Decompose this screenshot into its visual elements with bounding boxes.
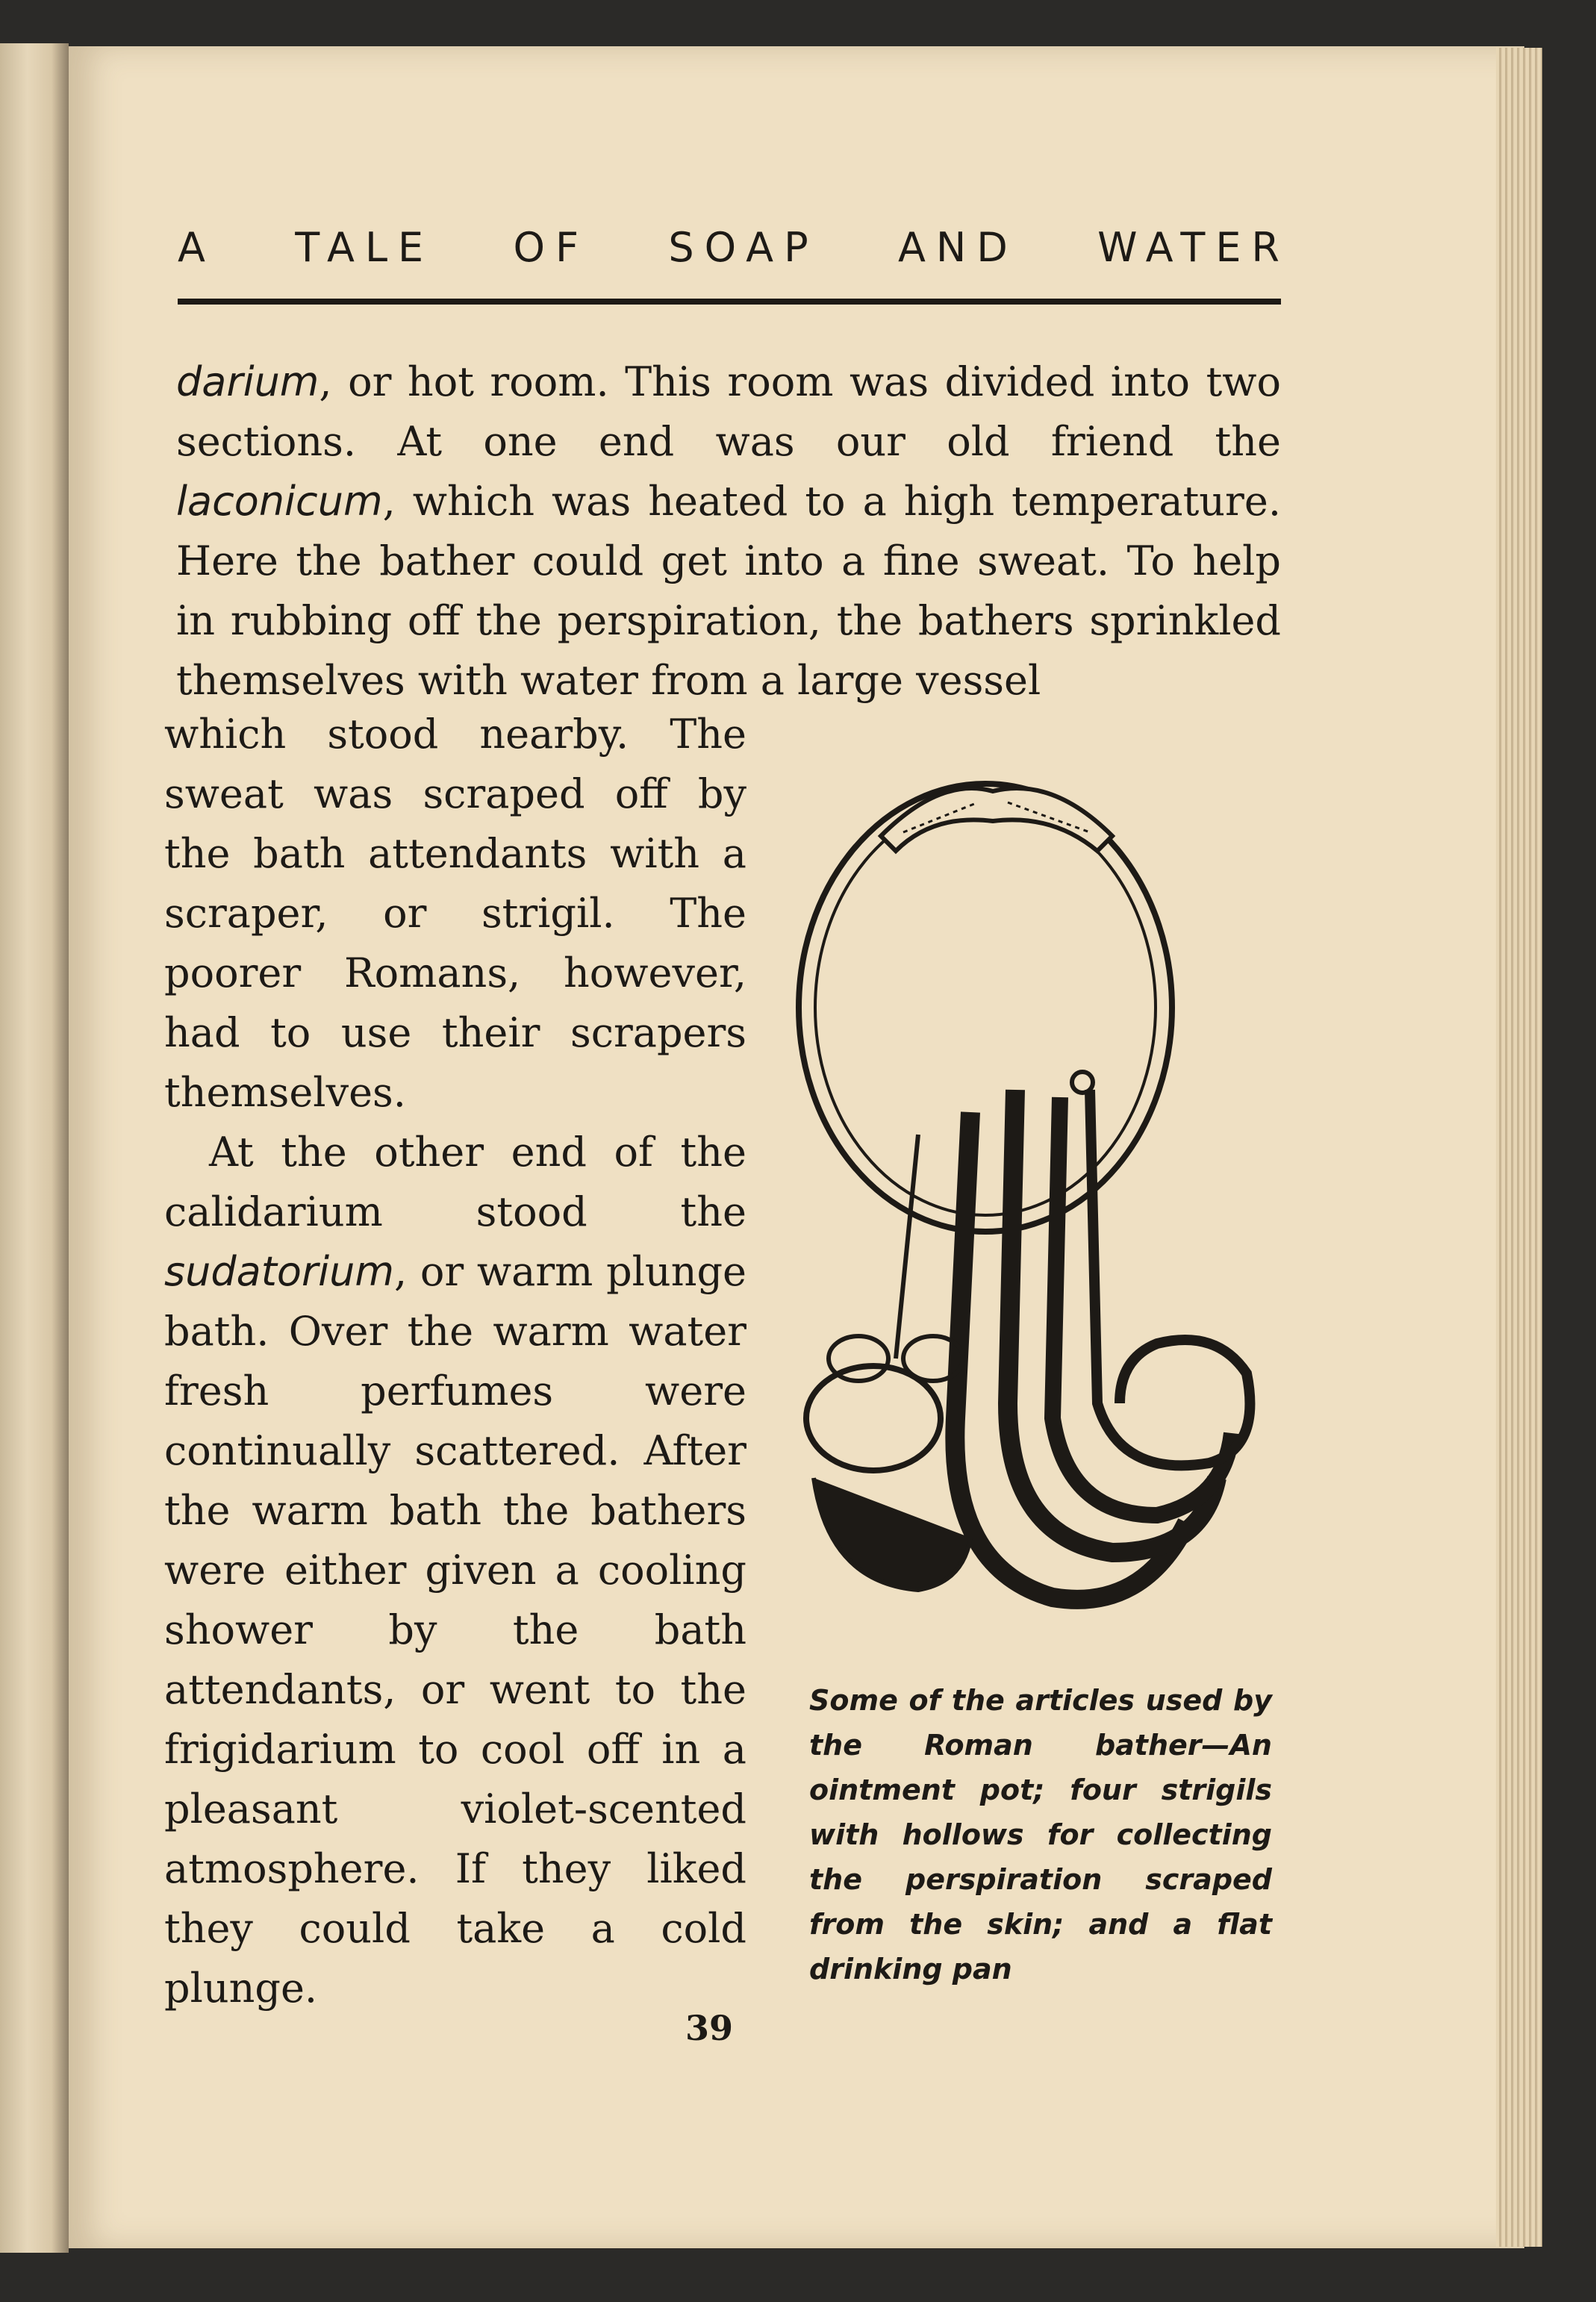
body-paragraph-2: [164, 1123, 746, 2018]
figure-caption: Some of the articles used by the Roman bather—An ointment pot; four strigils with hollows for collecting the perspiration scraped from the skin; and a flat drinking pan: [809, 1684, 1272, 1986]
body-text: At the other end of the calidarium stood the: [164, 1129, 746, 1235]
body-paragraph-1: [176, 352, 1281, 711]
suspension-loop: [1072, 1072, 1093, 1093]
italic-term: laconicum: [176, 478, 383, 525]
page-stack-edge: [1496, 48, 1542, 2247]
drinking-pan: [814, 1478, 970, 1590]
roman-bath-articles-illustration: [769, 761, 1291, 1657]
running-head-word: OF: [513, 224, 590, 271]
ointment-pot: [806, 1135, 963, 1470]
running-head-word: A: [178, 224, 216, 271]
italic-term: sudatorium: [164, 1248, 394, 1295]
bronze-ring-inner: [815, 800, 1156, 1215]
page-number: 39: [685, 2008, 733, 2048]
body-column: [164, 705, 746, 2018]
running-head-word: TALE: [295, 224, 434, 271]
body-text: , or hot room. This room was divided into two sections. At one end was our old friend the: [176, 358, 1281, 465]
running-head-word: SOAP: [668, 224, 819, 271]
body-text: , which was heated to a high temperature. Here the bather could get into a fine sweat. To help in rubbing off the perspiration, the bathers sprinkled themselves with water from a large vessel: [176, 478, 1281, 704]
running-head-word: WATER: [1097, 224, 1290, 271]
facing-page-edge: [0, 43, 69, 2253]
strigil: [955, 1090, 1250, 1600]
body-paragraph-1-continued: which stood nearby. The sweat was scraped off by the bath attendants with a scraper, or strigil. The poorer Romans, however, had to use their scrapers themselves.: [164, 711, 746, 1116]
header-rule: [178, 299, 1281, 305]
body-text: , or warm plunge bath. Over the warm water fresh perfumes were continually scattered. After the warm bath the bathers were either given a cooling shower by the bath attendants, or went to the frigidarium to cool off in a pleasant violet-scented atmosphere. If they liked they could take a cold plunge.: [164, 1248, 746, 2012]
bronze-ring: [799, 784, 1172, 1232]
running-head-word: AND: [897, 224, 1018, 271]
italic-term: darium: [176, 358, 319, 405]
running-head: [178, 224, 1290, 271]
